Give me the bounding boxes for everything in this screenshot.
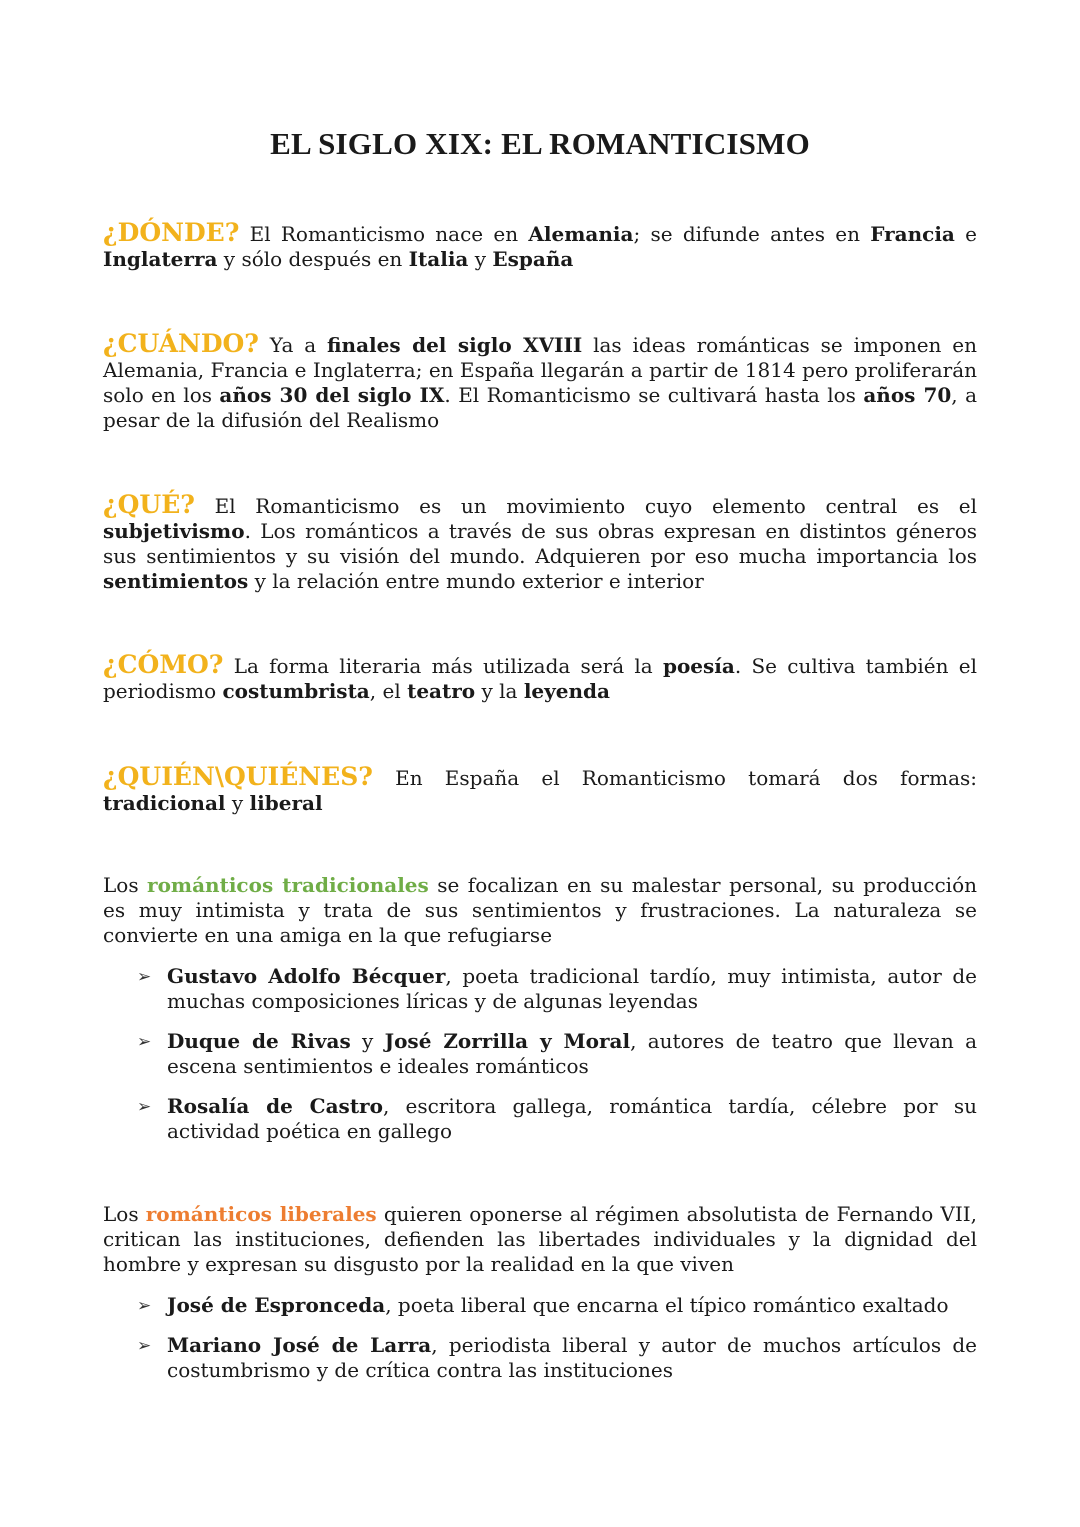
text: Los (103, 873, 148, 897)
list-liberales (103, 1293, 977, 1383)
author-name: José de Espronceda (167, 1293, 386, 1317)
question-quien: ¿QUIÉN\QUIÉNES? (103, 762, 373, 791)
section-que (103, 492, 977, 594)
bold-text: poesía (662, 654, 735, 678)
text: y la relación entre mundo exterior e interior (248, 569, 704, 593)
text: y la (475, 679, 524, 703)
section-tradicionales (103, 873, 977, 948)
text: . Se cultiva también el periodismo (103, 654, 977, 703)
list-tradicionales (103, 964, 977, 1144)
text: . Los románticos a través de sus obras expresan en distintos géneros sus sentimientos y su visión del mundo. Adquieren por eso mucha importancia los (103, 519, 977, 568)
author-name: Mariano José de Larra (167, 1333, 432, 1357)
bold-text: Inglaterra (103, 247, 218, 271)
bold-text: sentimientos (103, 569, 249, 593)
list-item (103, 1333, 977, 1383)
text: , a pesar de la difusión del Realismo (103, 383, 977, 432)
list-item (103, 1094, 977, 1144)
arrow-bullet-icon: ➢ (137, 1032, 152, 1052)
text: En España el Romanticismo tomará dos formas: (372, 766, 977, 790)
bold-text: años 70 (863, 383, 952, 407)
section-cuando (103, 331, 977, 433)
arrow-bullet-icon: ➢ (137, 1296, 152, 1316)
text: y (350, 1029, 385, 1053)
highlight-liberales: románticos liberales (145, 1202, 377, 1226)
section-quien (103, 764, 977, 816)
list-item (103, 964, 977, 1014)
bold-text: Francia (870, 222, 955, 246)
bold-text: subjetivismo (103, 519, 245, 543)
text: ; se difunde antes en (633, 222, 871, 246)
bold-text: Alemania (528, 222, 634, 246)
arrow-bullet-icon: ➢ (137, 1336, 152, 1356)
bold-text: teatro (407, 679, 476, 703)
question-como: ¿CÓMO? (103, 650, 224, 679)
arrow-bullet-icon: ➢ (137, 967, 152, 987)
bold-text: años 30 del siglo IX (219, 383, 445, 407)
text: quieren oponerse al régimen absolutista de Fernando VII, critican las instituciones, defienden las libertades individuales y la dignidad del hombre y expresan su disgusto por la realidad en la que viven (103, 1202, 978, 1276)
text: . El Romanticismo se cultivará hasta los (444, 383, 864, 407)
text: Ya a (258, 333, 328, 357)
bold-text: leyenda (523, 679, 610, 703)
question-cuando: ¿CUÁNDO? (103, 329, 259, 358)
text: y (225, 791, 250, 815)
section-liberales (103, 1202, 977, 1277)
text: las ideas románticas se imponen en Alemania, Francia e Inglaterra; en España llegarán a partir de 1814 pero proliferarán solo en los (103, 333, 977, 407)
text: Los (103, 1202, 146, 1226)
section-como (103, 652, 977, 704)
text: se focalizan en su malestar personal, su producción es muy intimista y trata de sus sentimientos y frustraciones. La naturaleza se convierte en una amiga en la que refugiarse (103, 873, 977, 947)
author-name: Rosalía de Castro (167, 1094, 383, 1118)
question-donde: ¿DÓNDE? (103, 218, 240, 247)
arrow-bullet-icon: ➢ (137, 1097, 152, 1117)
text: , autores de teatro que llevan a escena sentimientos e ideales románticos (167, 1029, 978, 1078)
text: , el (369, 679, 408, 703)
text: , poeta tradicional tardío, muy intimista, autor de muchas composiciones líricas y de algunas leyendas (167, 964, 977, 1013)
list-item (103, 1029, 977, 1079)
text: , poeta liberal que encarna el típico romántico exaltado (385, 1293, 949, 1317)
bold-text: tradicional (103, 791, 226, 815)
highlight-tradicionales: románticos tradicionales (147, 873, 429, 897)
text: El Romanticismo es un movimiento cuyo elemento central es el (194, 494, 977, 518)
author-name: José Zorrilla y Moral (384, 1029, 631, 1053)
author-name: Duque de Rivas (167, 1029, 351, 1053)
question-que: ¿QUÉ? (103, 490, 195, 519)
list-item (103, 1293, 977, 1318)
text: El Romanticismo nace en (239, 222, 529, 246)
text: y sólo después en (217, 247, 409, 271)
bold-text: costumbrista (222, 679, 370, 703)
author-name: Gustavo Adolfo Bécquer (167, 964, 446, 988)
text: e (954, 222, 977, 246)
section-donde (103, 220, 977, 272)
bold-text: España (492, 247, 574, 271)
text: , escritora gallega, romántica tardía, célebre por su actividad poética en gallego (167, 1094, 977, 1143)
text: , periodista liberal y autor de muchos artículos de costumbrismo y de crítica contra las instituciones (167, 1333, 978, 1382)
page-title: EL SIGLO XIX: EL ROMANTICISMO (270, 126, 810, 161)
bold-text: finales del siglo XVIII (327, 333, 583, 357)
bold-text: Italia (408, 247, 469, 271)
bold-text: liberal (249, 791, 323, 815)
text: y (468, 247, 493, 271)
text: La forma literaria más utilizada será la (223, 654, 663, 678)
